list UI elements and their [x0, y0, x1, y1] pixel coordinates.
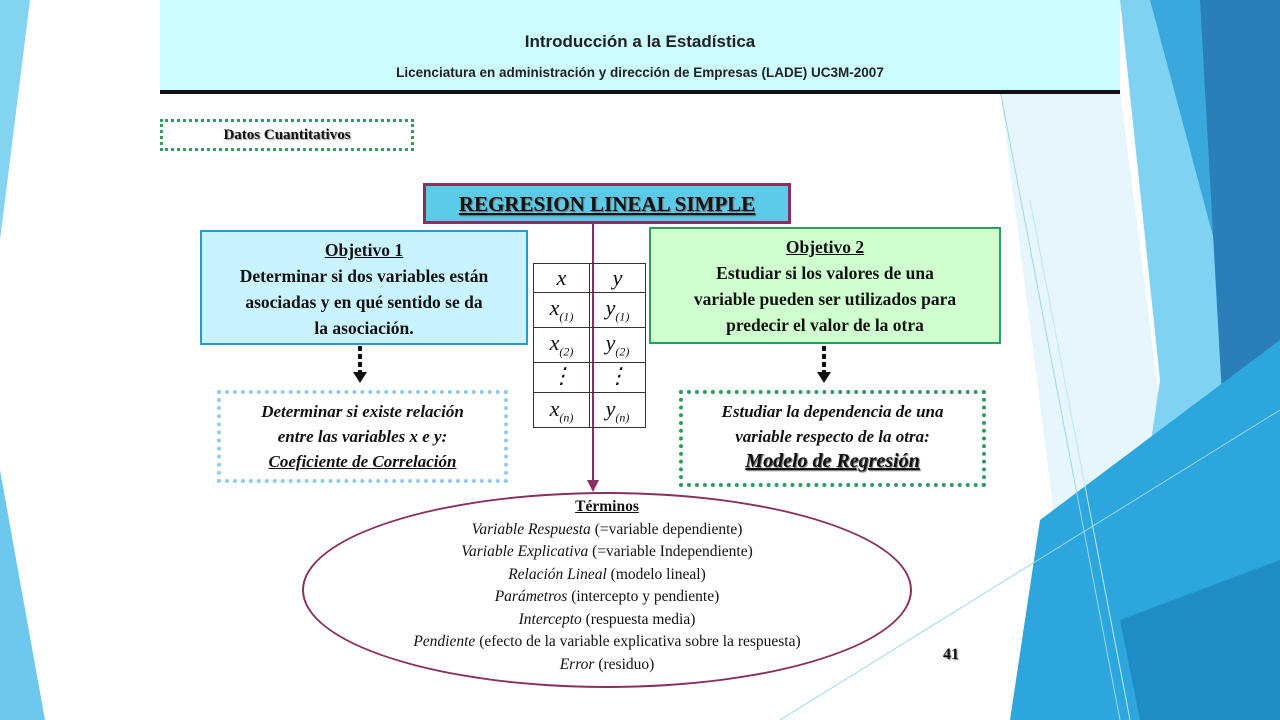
regresion-model-box [679, 390, 986, 487]
datos-cuantitativos-label: Datos Cuantitativos [160, 119, 414, 151]
table-row [534, 363, 646, 393]
table-cell-y: $y_{(2)}$ [590, 328, 646, 363]
page-number: 41 [943, 646, 959, 663]
right-arrow-head [817, 372, 831, 383]
regresion-lineal-title: REGRESION LINEAL SIMPLE [423, 183, 791, 224]
objetivo1-line: la asociación. [314, 318, 414, 338]
left-arrow-head [353, 372, 367, 383]
objetivo1-title: Objetivo 1 [324, 240, 404, 260]
objetivo2-line: variable pueden ser utilizados para [693, 289, 957, 309]
center-arrow-head [587, 480, 599, 492]
term-item: Intercepto (respuesta media) [518, 610, 696, 628]
header-subtitle: Licenciatura en administración y dirección de Empresas (LADE) UC3M-2007 [396, 65, 884, 80]
term-item: Relación Lineal (modelo lineal) [508, 565, 706, 583]
coeficiente-correlacion-label: Coeficiente de Correlación [268, 452, 457, 471]
xy-data-table [533, 263, 646, 428]
objetivo2-box [649, 227, 1001, 344]
table-cell-x: $x_{(2)}$ [534, 328, 590, 363]
term-item: Pendiente (efecto de la variable explicativa sobre la respuesta) [413, 633, 801, 650]
terminos-list [302, 496, 912, 676]
table-cell-x: $x_{(1)}$ [534, 293, 590, 328]
objetivo1-line: asociadas y en qué sentido se da [245, 292, 483, 312]
correlacion-line: Determinar si existe relación [261, 402, 464, 421]
objetivo1-line: Determinar si dos variables están [239, 266, 489, 286]
table-row [534, 328, 646, 363]
regresion-model-line: Estudiar la dependencia de una [721, 402, 944, 421]
term-item: Variable Explicativa (=variable Independiente) [461, 543, 753, 560]
objetivo2-line: predecir el valor de la otra [726, 315, 924, 335]
table-cell-x: $x_{(n)}$ [534, 393, 590, 428]
table-header-x: x [534, 264, 590, 293]
objetivo1-box [200, 230, 528, 345]
terminos-title: Términos [575, 498, 639, 515]
table-row [534, 393, 646, 428]
correlacion-line: entre las variables x e y: [277, 427, 448, 446]
table-cell-y: $y_{(1)}$ [590, 293, 646, 328]
table-cell-x: ⋮ [534, 363, 590, 393]
table-header-y: y [590, 264, 646, 293]
table-cell-y: $y_{(n)}$ [590, 393, 646, 428]
modelo-regresion-label: Modelo de Regresión [745, 450, 920, 472]
table-row [534, 293, 646, 328]
objetivo2-title: Objetivo 2 [785, 237, 865, 257]
table-cell-y: ⋮ [590, 363, 646, 393]
term-item: Parámetros (intercepto y pendiente) [494, 588, 720, 605]
correlacion-box [217, 390, 508, 483]
header-title: Introducción a la Estadística [524, 32, 756, 51]
table-header-row [534, 264, 646, 293]
regresion-model-line: variable respecto de la otra: [735, 427, 930, 446]
term-item: Error (residuo) [559, 655, 655, 673]
term-item: Variable Respuesta (=variable dependiente) [471, 520, 743, 538]
objetivo2-line: Estudiar si los valores de una [716, 263, 934, 283]
